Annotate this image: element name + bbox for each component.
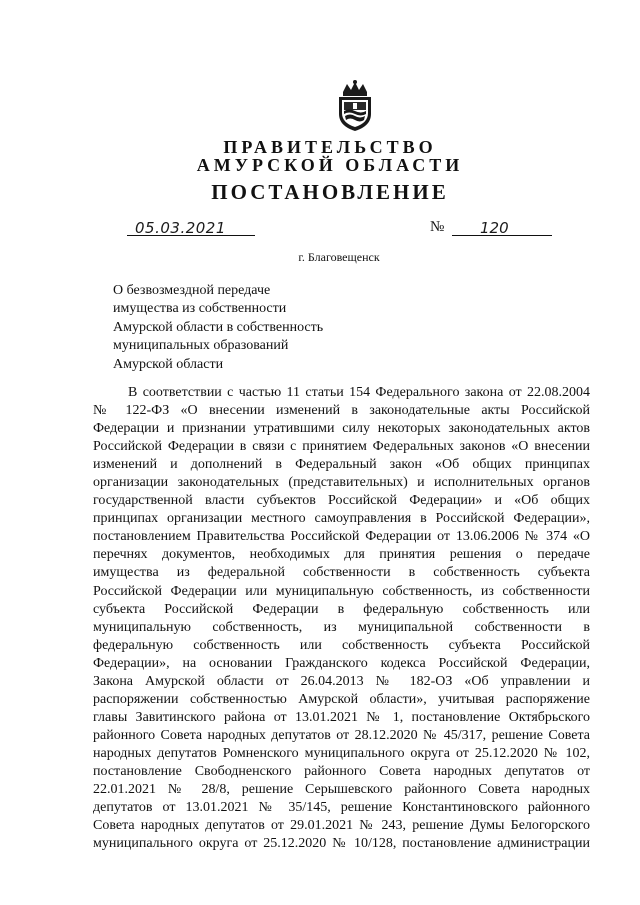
body-line: муниципального округа от 25.12.2020 № 10/128, постановление администрации (93, 836, 590, 852)
body-line: главы Завитинского района от 13.01.2021 № 1, постановление Октябрьского (93, 709, 590, 725)
body-line: муниципальную собственность, из муниципальной собственности в (93, 619, 590, 635)
subject-line: О безвозмездной передаче (113, 283, 271, 298)
body-line: 22.01.2021 № 28/8, решение Серышевского районного Совета народных (93, 782, 590, 798)
organization-name-line1: ПРАВИТЕЛЬСТВО (223, 137, 437, 157)
document-number: 120 (452, 220, 552, 236)
body-line: распоряжении собственностью Амурской области», учитывая распоряжение (93, 691, 590, 707)
subject-line: имущества из собственности (113, 301, 287, 317)
body-line: районного Совета народных депутатов от 28.12.2020 № 45/317, решение Совета (93, 727, 590, 743)
body-line: организации законодательных (представительных) и исполнительных органов (93, 475, 590, 491)
body-line: Закона Амурской области от 26.04.2013 № 182-ОЗ «Об управлении и (93, 673, 590, 689)
body-line: федеральную собственность или собственность субъекта Российской (93, 637, 590, 653)
body-line: постановлением Правительства Российской Федерации от 13.06.2006 № 374 «О (93, 529, 590, 545)
body-line: изменений и дополнений в Федеральный закон «Об общих принципах (93, 457, 590, 473)
body-line: народных депутатов Ромненского муниципального округа от 25.12.2020 № 102, (93, 745, 590, 761)
subject-line: Амурской области (113, 356, 224, 372)
body-line: перечнях документов, необходимых для принятия решения о передаче (93, 547, 590, 563)
document-subject (113, 282, 433, 374)
number-sign: № (430, 219, 445, 235)
coat-of-arms-icon (333, 80, 377, 132)
document-type-title: ПОСТАНОВЛЕНИЕ (211, 180, 449, 204)
body-line: государственной власти субъектов Российской Федерации» и «Об общих (93, 493, 590, 509)
body-line: Российской Федерации в связи с принятием Федеральных законов «О внесении (93, 439, 590, 455)
body-line: В соответствии с частью 11 статьи 154 Федерального закона от 22.08.2004 (128, 385, 590, 400)
body-line: постановление Свободненского районного Совета народных депутатов от (93, 763, 590, 779)
subject-line: Амурской области в собственность (113, 319, 324, 335)
city-name: г. Благовещенск (298, 250, 380, 264)
body-line: депутатов от 13.01.2021 № 35/145, решение Константиновского районного (93, 800, 590, 816)
organization-name-line2: АМУРСКОЙ ОБЛАСТИ (196, 155, 464, 175)
body-line: Федерации», на основании Гражданского кодекса Российской Федерации, (93, 655, 590, 671)
body-line: Российской Федерации или муниципальную собственность, из собственности (93, 583, 590, 599)
body-line: принципах организации местного самоуправления в Российской Федерации», (93, 511, 590, 527)
body-line: субъекта Российской Федерации в федеральную собственность или (93, 601, 590, 617)
body-line: имущества из федеральной собственности в собственность субъекта (93, 565, 590, 581)
subject-line: муниципальных образований (113, 338, 289, 354)
body-line: № 122-ФЗ «О внесении изменений в законодательные акты Российской (93, 403, 590, 419)
document-date: 05.03.2021 (127, 220, 255, 236)
body-line: Федерации и признании утратившими силу некоторых законодательных актов (93, 421, 590, 437)
body-line: Совета народных депутатов от 29.01.2021 № 243, решение Думы Белогорского (93, 818, 590, 834)
document-body (93, 384, 590, 853)
